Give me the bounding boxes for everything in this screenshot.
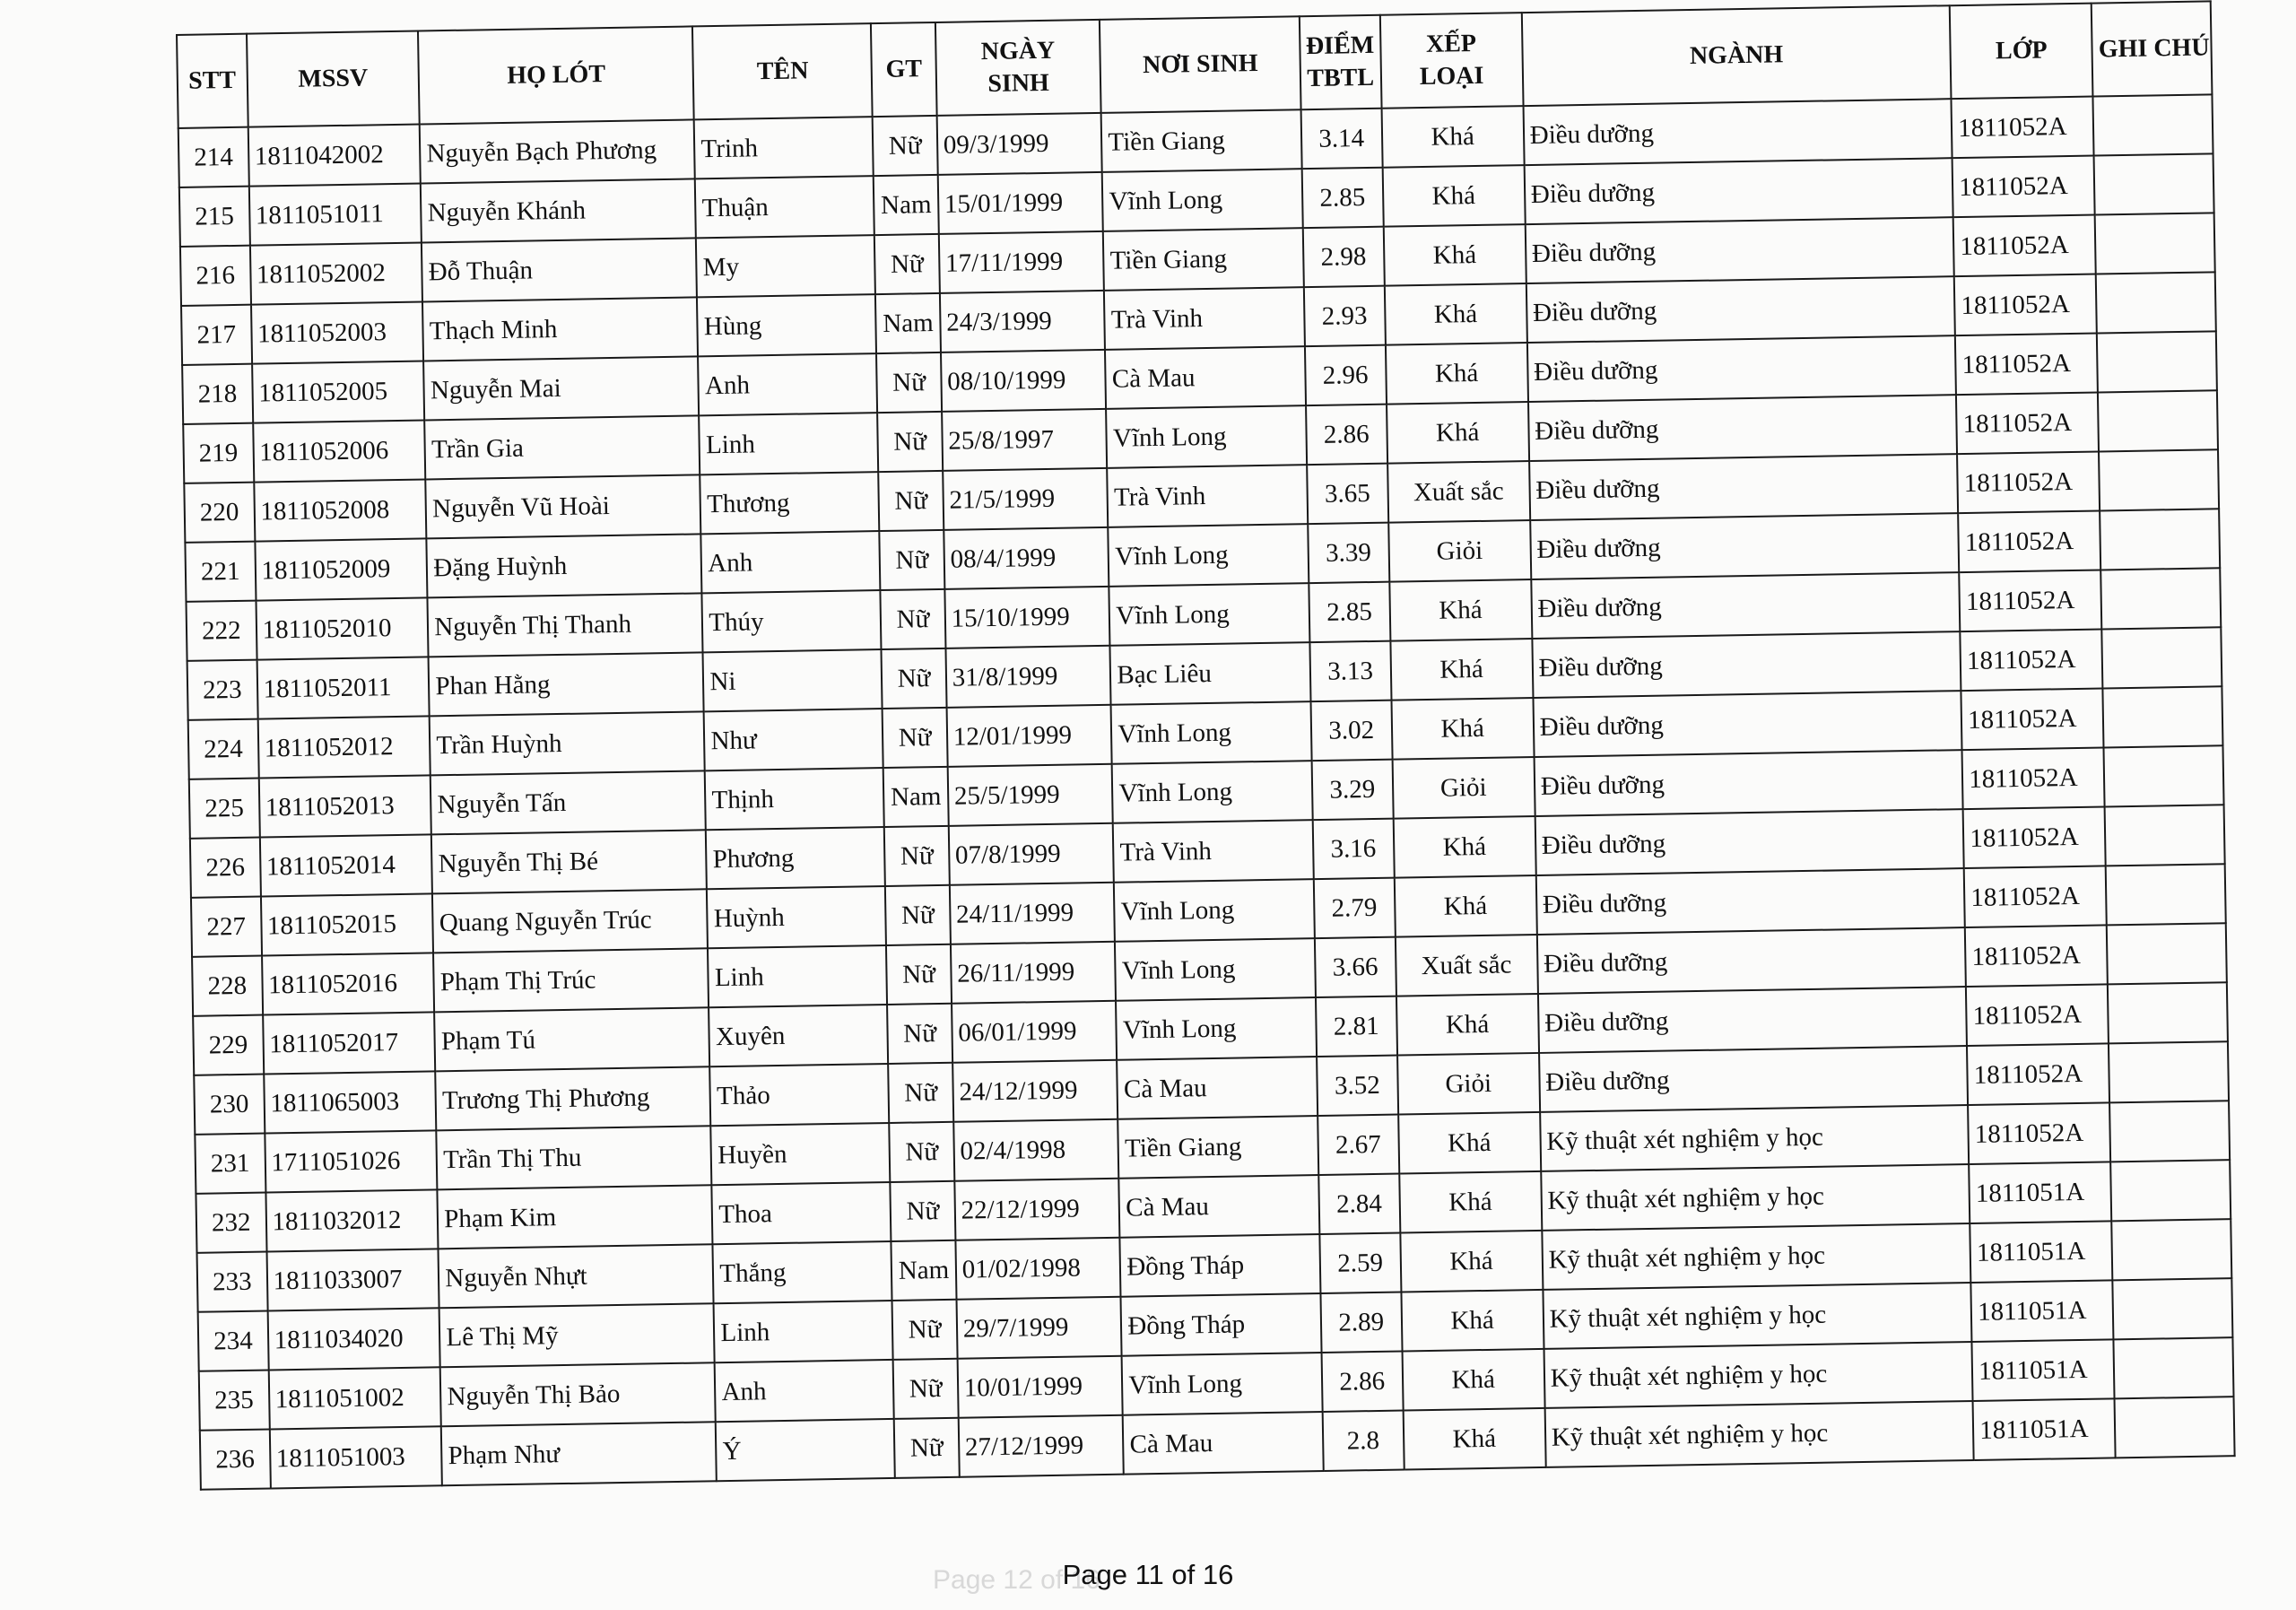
cell-noi-sinh: Vĩnh Long	[1109, 583, 1309, 646]
cell-ngay-sinh: 01/02/1998	[955, 1238, 1121, 1300]
cell-stt: 235	[199, 1370, 270, 1430]
cell-lop: 1811052A	[1954, 274, 2097, 336]
cell-noi-sinh: Đồng Tháp	[1121, 1293, 1321, 1356]
cell-gt: Nữ	[885, 885, 950, 945]
header-ghi-chu: GHI CHÚ	[2092, 1, 2212, 96]
cell-diem: 3.13	[1309, 641, 1391, 701]
cell-nganh: Điều dưỡng	[1534, 750, 1962, 816]
cell-lop: 1811052A	[1961, 688, 2104, 750]
cell-mssv: 1811052013	[258, 775, 431, 837]
cell-nganh: Điều dưỡng	[1529, 454, 1958, 520]
cell-ten: Phương	[706, 827, 885, 889]
cell-ngay-sinh: 25/5/1999	[947, 764, 1113, 826]
cell-ghi-chu	[2093, 94, 2213, 155]
cell-ghi-chu	[2113, 1278, 2233, 1339]
cell-noi-sinh: Vĩnh Long	[1106, 405, 1306, 468]
graduation-list-table	[176, 0, 2236, 1490]
cell-ghi-chu	[2114, 1337, 2234, 1398]
cell-gt: Nữ	[876, 352, 941, 413]
cell-noi-sinh: Trà Vinh	[1104, 287, 1304, 350]
cell-lop: 1811051A	[1973, 1398, 2116, 1460]
cell-mssv: 1811052015	[260, 893, 433, 955]
cell-xep-loai: Khá	[1381, 106, 1524, 168]
cell-ngay-sinh: 29/7/1999	[956, 1297, 1122, 1359]
cell-ten: Hùng	[697, 294, 876, 356]
cell-ngay-sinh: 21/5/1999	[943, 468, 1109, 530]
cell-lop: 1811052A	[1957, 452, 2100, 514]
cell-ghi-chu	[2102, 627, 2222, 688]
cell-nganh: Kỹ thuật xét nghiệm y học	[1543, 1283, 1971, 1349]
cell-noi-sinh: Trà Vinh	[1108, 465, 1308, 527]
cell-lop: 1811052A	[1965, 925, 2108, 987]
cell-ghi-chu	[2112, 1219, 2232, 1280]
cell-ngay-sinh: 27/12/1999	[958, 1415, 1124, 1477]
cell-ngay-sinh: 15/10/1999	[944, 587, 1110, 648]
header-noi-sinh: NƠI SINH	[1100, 16, 1300, 113]
header-mssv: MSSV	[247, 31, 420, 127]
cell-ngay-sinh: 25/8/1997	[942, 409, 1108, 471]
cell-ten: Linh	[708, 945, 887, 1007]
cell-gt: Nữ	[892, 1300, 957, 1360]
cell-lop: 1811051A	[1972, 1339, 2115, 1401]
cell-nganh: Điều dưỡng	[1526, 276, 1955, 343]
cell-ghi-chu	[2104, 745, 2224, 806]
cell-diem: 3.39	[1308, 523, 1389, 583]
cell-diem: 2.89	[1320, 1292, 1402, 1353]
cell-ten: Xuyên	[709, 1005, 888, 1066]
cell-xep-loai: Xuất sắc	[1395, 935, 1537, 996]
cell-ho-lot: Nguyễn Vũ Hoài	[426, 474, 701, 538]
cell-gt: Nữ	[891, 1181, 955, 1241]
cell-ghi-chu	[2110, 1160, 2231, 1221]
cell-diem: 2.59	[1319, 1233, 1401, 1293]
cell-lop: 1811052A	[1962, 747, 2105, 809]
cell-ngay-sinh: 10/01/1999	[957, 1356, 1123, 1418]
cell-xep-loai: Khá	[1403, 1408, 1545, 1470]
cell-ngay-sinh: 08/4/1999	[944, 527, 1109, 589]
cell-ho-lot: Nguyễn Thị Bảo	[440, 1362, 716, 1426]
cell-diem: 3.16	[1312, 819, 1394, 879]
cell-noi-sinh: Trà Vinh	[1113, 820, 1313, 883]
cell-xep-loai: Khá	[1384, 283, 1526, 345]
cell-mssv: 1811052010	[256, 597, 429, 659]
cell-ten: Huyền	[711, 1123, 891, 1185]
cell-ghi-chu	[2105, 805, 2225, 866]
cell-stt: 220	[184, 483, 255, 543]
cell-gt: Nam	[883, 767, 948, 827]
cell-noi-sinh: Tiền Giang	[1103, 228, 1303, 291]
cell-noi-sinh: Vĩnh Long	[1122, 1353, 1322, 1415]
cell-gt: Nữ	[881, 589, 945, 649]
cell-lop: 1811052A	[1953, 215, 2096, 277]
cell-ngay-sinh: 26/11/1999	[951, 942, 1117, 1004]
cell-gt: Nữ	[879, 471, 944, 531]
header-nganh: NGÀNH	[1521, 5, 1951, 106]
cell-gt: Nữ	[877, 412, 942, 472]
cell-mssv: 1811052002	[249, 242, 422, 304]
cell-diem: 2.96	[1305, 345, 1387, 405]
cell-ngay-sinh: 08/10/1999	[941, 350, 1107, 412]
cell-ten: Thảo	[710, 1064, 890, 1126]
cell-ho-lot: Nguyễn Khánh	[421, 178, 696, 242]
cell-gt: Nam	[891, 1240, 956, 1301]
cell-diem: 2.85	[1309, 582, 1390, 642]
cell-ten: Anh	[698, 353, 877, 415]
cell-diem: 2.86	[1321, 1352, 1403, 1412]
cell-ho-lot: Phan Hằng	[429, 652, 704, 716]
cell-ho-lot: Nguyễn Nhựt	[439, 1244, 714, 1308]
cell-ho-lot: Nguyễn Thị Bé	[431, 830, 707, 893]
cell-xep-loai: Khá	[1401, 1290, 1544, 1352]
cell-stt: 221	[185, 542, 256, 602]
cell-diem: 2.79	[1314, 878, 1396, 938]
cell-nganh: Kỹ thuật xét nghiệm y học	[1542, 1223, 1970, 1290]
cell-xep-loai: Khá	[1383, 224, 1526, 286]
cell-noi-sinh: Vĩnh Long	[1102, 169, 1302, 231]
cell-ten: Thúy	[702, 590, 882, 652]
cell-xep-loai: Khá	[1382, 165, 1525, 227]
cell-diem: 2.85	[1301, 168, 1383, 228]
cell-gt: Nữ	[882, 648, 946, 709]
cell-noi-sinh: Vĩnh Long	[1109, 524, 1309, 587]
cell-diem: 2.81	[1316, 996, 1397, 1057]
cell-stt: 223	[187, 660, 258, 720]
cell-lop: 1811052A	[1960, 629, 2102, 691]
cell-xep-loai: Khá	[1385, 343, 1527, 405]
cell-stt: 219	[183, 423, 254, 483]
cell-stt: 230	[194, 1075, 265, 1135]
cell-ten: Thắng	[713, 1241, 892, 1303]
cell-xep-loai: Khá	[1398, 1112, 1541, 1174]
cell-stt: 217	[181, 305, 252, 365]
cell-mssv: 1811052012	[257, 716, 430, 778]
cell-ten: Thuận	[695, 176, 874, 238]
cell-ngay-sinh: 31/8/1999	[945, 646, 1111, 708]
cell-xep-loai: Khá	[1391, 698, 1534, 760]
cell-mssv: 1811052009	[255, 538, 428, 600]
cell-lop: 1811052A	[1966, 984, 2109, 1046]
cell-mssv: 1811051002	[268, 1367, 441, 1429]
cell-nganh: Điều dưỡng	[1535, 809, 1963, 875]
cell-nganh: Điều dưỡng	[1531, 572, 1960, 639]
cell-ho-lot: Phạm Kim	[438, 1185, 713, 1249]
cell-ho-lot: Lê Thị Mỹ	[439, 1303, 715, 1367]
cell-noi-sinh: Vĩnh Long	[1116, 997, 1316, 1060]
cell-nganh: Điều dưỡng	[1524, 158, 1952, 224]
cell-ngay-sinh: 09/3/1999	[936, 113, 1102, 175]
cell-ho-lot: Phạm Tú	[434, 1007, 709, 1071]
cell-gt: Nữ	[873, 116, 937, 176]
cell-noi-sinh: Cà Mau	[1119, 1175, 1319, 1238]
cell-mssv: 1811052008	[254, 479, 427, 541]
cell-ngay-sinh: 22/12/1999	[954, 1179, 1120, 1240]
header-xep-loai: XẾP LOẠI	[1379, 13, 1523, 109]
cell-stt: 222	[186, 601, 257, 661]
cell-xep-loai: Khá	[1394, 875, 1536, 937]
cell-ghi-chu	[2095, 213, 2215, 274]
cell-xep-loai: Khá	[1402, 1349, 1544, 1411]
bleed-through-text: Page 12 of 16	[933, 1565, 1100, 1595]
cell-diem: 2.84	[1318, 1174, 1400, 1234]
cell-lop: 1811052A	[1952, 156, 2095, 218]
cell-ten: Anh	[701, 531, 881, 593]
header-diem: ĐIỂM TBTL	[1300, 15, 1381, 109]
cell-diem: 2.98	[1303, 227, 1385, 287]
cell-ghi-chu	[2100, 509, 2220, 570]
cell-ghi-chu	[2103, 686, 2223, 747]
cell-nganh: Điều dưỡng	[1530, 513, 1959, 579]
cell-stt: 231	[195, 1134, 265, 1194]
cell-diem: 3.52	[1317, 1056, 1398, 1116]
header-ho-lot: HỌ LÓT	[418, 26, 694, 124]
cell-stt: 229	[193, 1015, 264, 1075]
cell-nganh: Điều dưỡng	[1533, 691, 1961, 757]
cell-xep-loai: Khá	[1396, 994, 1539, 1056]
cell-nganh: Điều dưỡng	[1532, 631, 1961, 698]
cell-diem: 2.67	[1318, 1115, 1399, 1175]
cell-noi-sinh: Vĩnh Long	[1115, 938, 1315, 1001]
cell-stt: 225	[189, 779, 260, 839]
cell-stt: 233	[197, 1252, 268, 1312]
cell-diem: 3.14	[1300, 109, 1382, 169]
header-ten: TÊN	[692, 23, 873, 119]
cell-ho-lot: Trần Gia	[425, 415, 700, 479]
cell-ten: Linh	[700, 413, 879, 474]
cell-ho-lot: Nguyễn Tấn	[430, 770, 706, 834]
cell-nganh: Điều dưỡng	[1523, 99, 1952, 165]
table-body	[178, 94, 2235, 1489]
cell-diem: 2.93	[1304, 286, 1386, 346]
cell-stt: 226	[190, 838, 261, 898]
cell-ghi-chu	[2094, 153, 2214, 214]
cell-mssv: 1811065003	[264, 1071, 437, 1133]
cell-ten: Ý	[716, 1419, 895, 1481]
cell-diem: 2.8	[1322, 1411, 1404, 1471]
cell-ghi-chu	[2107, 923, 2227, 984]
cell-stt: 236	[200, 1429, 271, 1489]
cell-lop: 1811052A	[1964, 866, 2107, 927]
cell-xep-loai: Giỏi	[1392, 757, 1535, 819]
cell-ho-lot: Trần Thị Thu	[437, 1126, 712, 1189]
cell-ten: Thương	[700, 472, 880, 534]
cell-gt: Nam	[874, 175, 938, 235]
cell-mssv: 1811052016	[262, 953, 435, 1014]
cell-ten: Thoa	[712, 1182, 891, 1244]
cell-noi-sinh: Tiền Giang	[1101, 109, 1301, 172]
cell-mssv: 1811032012	[265, 1189, 439, 1251]
cell-mssv: 1811052005	[252, 361, 425, 422]
cell-gt: Nữ	[887, 1004, 952, 1064]
cell-nganh: Kỹ thuật xét nghiệm y học	[1540, 1105, 1969, 1171]
cell-noi-sinh: Cà Mau	[1117, 1057, 1317, 1119]
header-gt: GT	[871, 22, 936, 117]
cell-ho-lot: Phạm Như	[441, 1422, 717, 1485]
cell-noi-sinh: Bạc Liêu	[1110, 642, 1310, 705]
cell-gt: Nữ	[890, 1122, 954, 1182]
cell-ho-lot: Nguyễn Thị Thanh	[428, 593, 703, 657]
cell-ghi-chu	[2106, 864, 2226, 925]
cell-stt: 216	[180, 246, 251, 306]
cell-ho-lot: Đỗ Thuận	[422, 238, 697, 301]
cell-diem: 3.66	[1315, 937, 1396, 997]
cell-lop: 1811051A	[1970, 1221, 2112, 1283]
cell-ngay-sinh: 24/11/1999	[950, 883, 1116, 944]
cell-xep-loai: Khá	[1399, 1171, 1542, 1233]
cell-mssv: 1811051011	[248, 183, 422, 245]
cell-ngay-sinh: 12/01/1999	[946, 705, 1112, 767]
cell-ten: Anh	[715, 1360, 894, 1422]
cell-gt: Nữ	[894, 1418, 959, 1478]
header-ngay-sinh: NGÀY SINH	[935, 20, 1101, 116]
cell-ho-lot: Thạch Minh	[422, 297, 698, 361]
cell-ho-lot: Nguyễn Bạch Phương	[420, 119, 695, 183]
cell-stt: 224	[188, 719, 259, 779]
cell-stt: 215	[179, 187, 250, 247]
cell-lop: 1811052A	[1959, 570, 2101, 631]
cell-ho-lot: Trần Huỳnh	[430, 711, 705, 775]
cell-nganh: Điều dưỡng	[1528, 395, 1957, 461]
cell-gt: Nữ	[880, 530, 944, 590]
cell-xep-loai: Xuất sắc	[1387, 461, 1530, 523]
cell-stt: 227	[191, 897, 262, 957]
cell-mssv: 1811051003	[269, 1426, 442, 1488]
cell-ngay-sinh: 15/01/1999	[937, 172, 1103, 234]
cell-stt: 228	[192, 956, 263, 1016]
cell-stt: 232	[196, 1193, 266, 1253]
cell-gt: Nữ	[888, 1063, 952, 1123]
cell-lop: 1811052A	[1968, 1102, 2110, 1164]
cell-xep-loai: Khá	[1400, 1231, 1543, 1292]
cell-diem: 3.02	[1310, 701, 1392, 761]
cell-lop: 1811052A	[1956, 393, 2099, 455]
cell-xep-loai: Khá	[1387, 402, 1529, 464]
cell-nganh: Điều dưỡng	[1535, 868, 1964, 935]
cell-ngay-sinh: 02/4/1998	[953, 1119, 1119, 1181]
cell-nganh: Điều dưỡng	[1539, 1046, 1968, 1112]
cell-ghi-chu	[2109, 1041, 2229, 1102]
cell-nganh: Điều dưỡng	[1527, 335, 1956, 402]
cell-mssv: 1811033007	[266, 1249, 439, 1310]
cell-ho-lot: Đặng Huỳnh	[427, 534, 702, 597]
cell-ten: Trinh	[694, 117, 874, 178]
cell-noi-sinh: Cà Mau	[1123, 1412, 1323, 1475]
cell-nganh: Điều dưỡng	[1525, 217, 1953, 283]
cell-noi-sinh: Đồng Tháp	[1120, 1234, 1320, 1297]
cell-xep-loai: Khá	[1389, 579, 1532, 641]
cell-ngay-sinh: 24/3/1999	[940, 291, 1106, 352]
cell-ho-lot: Quang Nguyễn Trúc	[432, 889, 708, 953]
cell-ngay-sinh: 17/11/1999	[939, 231, 1105, 293]
cell-ghi-chu	[2100, 568, 2221, 629]
cell-ten: Linh	[714, 1301, 893, 1362]
cell-mssv: 1811052017	[263, 1012, 436, 1074]
cell-ngay-sinh: 24/12/1999	[952, 1060, 1118, 1122]
cell-ten: Thịnh	[705, 768, 884, 830]
cell-ngay-sinh: 06/01/1999	[952, 1001, 1118, 1063]
header-lop: LỚP	[1950, 4, 2093, 100]
cell-lop: 1811052A	[1955, 334, 2098, 396]
cell-ghi-chu	[2096, 272, 2216, 333]
cell-ho-lot: Nguyễn Mai	[423, 356, 699, 420]
cell-nganh: Điều dưỡng	[1537, 927, 1966, 994]
cell-stt: 234	[198, 1311, 269, 1371]
cell-lop: 1811051A	[1971, 1280, 2114, 1342]
cell-ghi-chu	[2109, 1101, 2230, 1162]
cell-gt: Nam	[875, 293, 940, 353]
cell-lop: 1811052A	[1967, 1043, 2109, 1105]
cell-ghi-chu	[2098, 390, 2218, 451]
cell-lop: 1811052A	[1958, 511, 2100, 573]
cell-gt: Nữ	[884, 826, 949, 886]
cell-mssv: 1711051026	[265, 1130, 438, 1192]
cell-xep-loai: Khá	[1390, 639, 1533, 701]
cell-ghi-chu	[2115, 1397, 2235, 1458]
cell-diem: 2.86	[1306, 405, 1387, 465]
cell-mssv: 1811034020	[267, 1308, 440, 1370]
cell-ten: Ni	[703, 649, 883, 711]
cell-xep-loai: Giỏi	[1388, 520, 1531, 582]
cell-ghi-chu	[2097, 331, 2217, 392]
cell-ngay-sinh: 07/8/1999	[948, 823, 1114, 885]
cell-nganh: Điều dưỡng	[1538, 987, 1967, 1053]
cell-ten: Như	[704, 709, 883, 770]
cell-gt: Nữ	[883, 708, 947, 768]
cell-noi-sinh: Vĩnh Long	[1114, 879, 1314, 942]
cell-mssv: 1811052003	[251, 301, 424, 363]
cell-mssv: 1811052014	[259, 834, 432, 896]
cell-mssv: 1811052011	[257, 657, 430, 718]
cell-lop: 1811051A	[1969, 1162, 2111, 1223]
cell-ten: My	[696, 235, 875, 297]
cell-nganh: Kỹ thuật xét nghiệm y học	[1541, 1164, 1970, 1231]
cell-noi-sinh: Vĩnh Long	[1111, 701, 1311, 764]
cell-ho-lot: Phạm Thị Trúc	[433, 948, 709, 1012]
page-number: Page 11 of 16	[1062, 1559, 1234, 1590]
cell-ghi-chu	[2108, 982, 2228, 1043]
cell-lop: 1811052A	[1963, 806, 2106, 868]
cell-ghi-chu	[2099, 449, 2219, 510]
cell-ho-lot: Trương Thị Phương	[436, 1066, 711, 1130]
cell-diem: 3.65	[1307, 464, 1388, 524]
cell-ten: Huỳnh	[707, 886, 886, 948]
header-stt: STT	[177, 34, 248, 128]
cell-gt: Nữ	[893, 1359, 958, 1419]
cell-gt: Nữ	[886, 944, 951, 1005]
cell-gt: Nữ	[874, 234, 939, 294]
cell-noi-sinh: Cà Mau	[1105, 346, 1305, 409]
cell-noi-sinh: Tiền Giang	[1118, 1116, 1318, 1179]
cell-diem: 3.29	[1311, 760, 1393, 820]
cell-xep-loai: Giỏi	[1397, 1053, 1540, 1115]
cell-mssv: 1811052006	[253, 420, 426, 482]
cell-xep-loai: Khá	[1393, 816, 1535, 878]
cell-noi-sinh: Vĩnh Long	[1112, 761, 1312, 823]
cell-lop: 1811052A	[1952, 97, 2094, 159]
cell-stt: 214	[178, 127, 249, 187]
cell-stt: 218	[182, 364, 253, 424]
cell-nganh: Kỹ thuật xét nghiệm y học	[1544, 1342, 1972, 1408]
cell-mssv: 1811042002	[248, 125, 421, 187]
cell-nganh: Kỹ thuật xét nghiệm y học	[1544, 1401, 1973, 1467]
